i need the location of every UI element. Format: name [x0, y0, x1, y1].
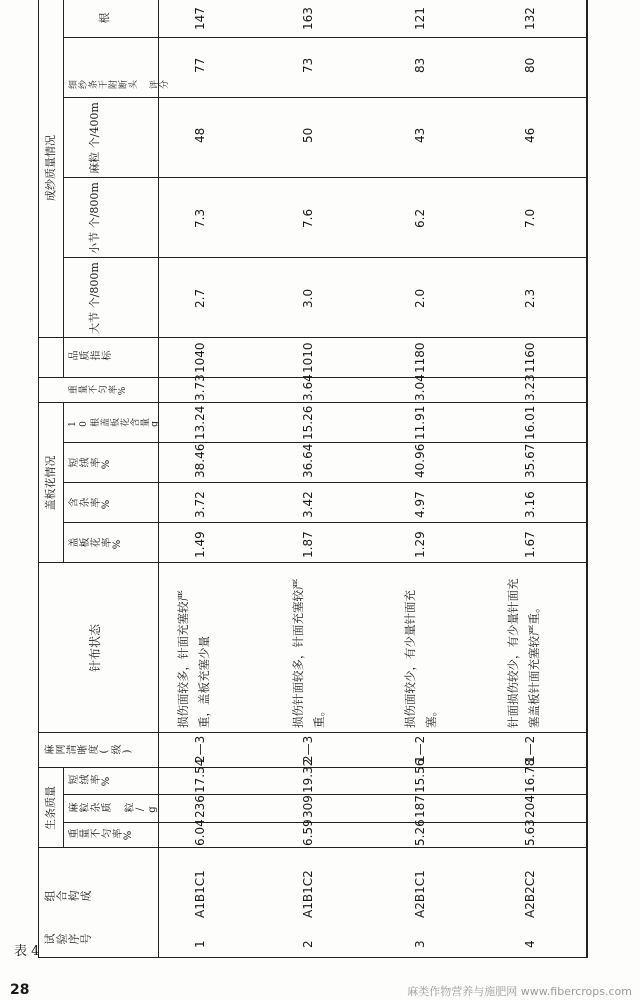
- cell-clean: 1—2: [523, 735, 537, 763]
- cell-big: 2.0: [413, 288, 427, 308]
- col-line: [63, 522, 588, 523]
- header-sliver-neps: 麻粒杂质 粒/g: [68, 804, 159, 815]
- cell-breaks: 147: [193, 7, 207, 30]
- cell-short: 15.56: [413, 758, 427, 793]
- cell-nep: 48: [193, 127, 207, 143]
- header-yarn-cv: 重量不匀率%: [68, 386, 129, 396]
- header-yarn-group: 成纱质量情况: [44, 135, 57, 201]
- cell-breaks: 163: [301, 7, 315, 30]
- col-line: [63, 37, 588, 38]
- cell-cover-trash: 3.72: [193, 491, 207, 518]
- cell-small: 7.3: [193, 208, 207, 228]
- cover-group-line: [63, 403, 64, 563]
- cell-neps: 309: [301, 795, 315, 818]
- table-top-border: [38, 0, 39, 958]
- col-line: [63, 442, 588, 443]
- cell-cover-rate: 1.29: [413, 531, 427, 558]
- cell-quality-index: 1040: [193, 342, 207, 373]
- header-yarn-small: 小节 个/800m: [88, 182, 101, 254]
- header-trial-no: 试验序号: [44, 933, 92, 946]
- watermark: 麻类作物营养与施肥网 www.fibercrops.com: [407, 985, 632, 998]
- header-cover-group: 盖板花情况: [44, 455, 57, 511]
- cell-neps: 236: [193, 795, 207, 818]
- cell-evenness: 77: [193, 57, 207, 73]
- cell-clean: 2—3: [301, 735, 315, 763]
- col-line: [38, 337, 588, 338]
- cell-breaks: 132: [523, 7, 537, 30]
- cell-nep: 43: [413, 127, 427, 143]
- cell-no: 4: [523, 940, 537, 948]
- header-cover-trash: 含杂率%: [68, 499, 113, 510]
- header-cover-short: 短绒率%: [68, 459, 113, 470]
- cell-evenness: 80: [523, 57, 537, 73]
- col-line: [63, 482, 588, 483]
- cell-big: 2.3: [523, 288, 537, 308]
- header-yarn-evenness: 细纱条干附断头 评分: [68, 81, 169, 91]
- cell-nep: 46: [523, 127, 537, 143]
- header-combination: 组合构成: [44, 890, 92, 903]
- cell-cover-rate: 1.67: [523, 531, 537, 558]
- cell-cover-trash: 3.16: [523, 491, 537, 518]
- cell-no: 2: [301, 940, 315, 948]
- header-cleanness: 麻网清晰度(级): [44, 746, 134, 757]
- cell-breaks: 121: [413, 7, 427, 30]
- cell-needle: 针面损伤较少，有少量针面充塞盖板针面充塞较严重。: [506, 578, 541, 728]
- cell-cover-weight: 16.01: [523, 405, 537, 440]
- col-line: [63, 822, 588, 823]
- cell-quality-index: 1160: [523, 342, 537, 373]
- cell-cover-rate: 1.87: [301, 531, 315, 558]
- header-needle-state: 针布状态: [88, 624, 102, 673]
- cell-evenness: 83: [413, 57, 427, 73]
- cell-short: 17.54: [193, 758, 207, 793]
- cell-cover-trash: 3.42: [301, 491, 315, 518]
- cell-yarn-cv: 3.04: [413, 374, 427, 401]
- col-line: [38, 562, 588, 563]
- cell-cv: 5.26: [413, 819, 427, 846]
- col-line: [63, 794, 588, 795]
- cell-cover-short: 35.67: [523, 443, 537, 478]
- cell-evenness: 73: [301, 57, 315, 73]
- cell-yarn-cv: 3.73: [193, 374, 207, 401]
- cell-quality-index: 1010: [301, 342, 315, 373]
- cell-cover-weight: 13.24: [193, 405, 207, 440]
- table-bottom-border: [586, 0, 588, 958]
- cell-combo: A2B1C1: [413, 870, 427, 918]
- header-yarn-nep: 麻粒 个/400m: [88, 102, 101, 174]
- cell-short: 16.78: [523, 758, 537, 793]
- cell-combo: A2B2C2: [523, 870, 537, 918]
- cell-combo: A1B1C1: [193, 870, 207, 918]
- col-line: [38, 732, 588, 733]
- table-label: 表 4: [14, 944, 40, 959]
- cell-neps: 187: [413, 795, 427, 818]
- col-line: [63, 177, 588, 178]
- header-cover-rate: 盖板花率%: [68, 539, 124, 550]
- cell-cover-short: 38.46: [193, 443, 207, 478]
- header-sliver-group: 生条质量: [44, 786, 57, 830]
- cell-clean: 2—3: [193, 735, 207, 763]
- cell-combo: A1B1C2: [301, 870, 315, 918]
- cell-nep: 50: [301, 127, 315, 143]
- header-sliver-short: 短绒率%: [68, 776, 113, 787]
- cell-cover-weight: 15.26: [301, 405, 315, 440]
- cell-cover-rate: 1.49: [193, 531, 207, 558]
- cell-small: 7.0: [523, 208, 537, 228]
- header-yarn-big: 大节 个/800m: [88, 262, 101, 334]
- col-line: [38, 957, 588, 958]
- cell-big: 3.0: [301, 288, 315, 308]
- cell-cv: 6.04: [193, 819, 207, 846]
- cell-cover-short: 36.64: [301, 443, 315, 478]
- cell-clean: 1—2: [413, 735, 427, 763]
- cell-small: 6.2: [413, 208, 427, 228]
- cell-cover-short: 40.96: [413, 443, 427, 478]
- rotated-table: [38, 0, 638, 958]
- header-sliver-cv: 重量不匀率%: [68, 830, 135, 841]
- header-yarn-breaks: 根: [98, 12, 111, 24]
- cell-quality-index: 1180: [413, 342, 427, 373]
- col-line: [38, 847, 588, 848]
- cell-small: 7.6: [301, 208, 315, 228]
- col-line: [38, 402, 588, 403]
- page-number: 28: [10, 982, 30, 998]
- header-quality-index: 品质指标: [68, 352, 112, 363]
- cell-big: 2.7: [193, 288, 207, 308]
- cell-needle: 损伤针面较多，针面充塞较严重。: [291, 578, 326, 728]
- cell-needle: 损伤面较少，有少量针面充塞。: [403, 590, 438, 728]
- cell-yarn-cv: 3.23: [523, 374, 537, 401]
- cell-neps: 204: [523, 795, 537, 818]
- cell-no: 3: [413, 940, 427, 948]
- cell-cover-weight: 11.91: [413, 405, 427, 440]
- cell-needle: 损伤面较多，针面充塞较严重，盖板充塞少量: [176, 590, 211, 728]
- cell-cv: 6.59: [301, 819, 315, 846]
- cell-cover-trash: 4.97: [413, 491, 427, 518]
- cell-yarn-cv: 3.64: [301, 374, 315, 401]
- sliver-group-line: [63, 768, 64, 848]
- cell-no: 1: [193, 940, 207, 948]
- cell-short: 19.32: [301, 758, 315, 793]
- yarn-group-line: [63, 0, 64, 378]
- col-line: [63, 97, 588, 98]
- col-line: [63, 257, 588, 258]
- cell-cv: 5.63: [523, 819, 537, 846]
- header-cover-weight: 10根盖板花含量g: [68, 419, 161, 429]
